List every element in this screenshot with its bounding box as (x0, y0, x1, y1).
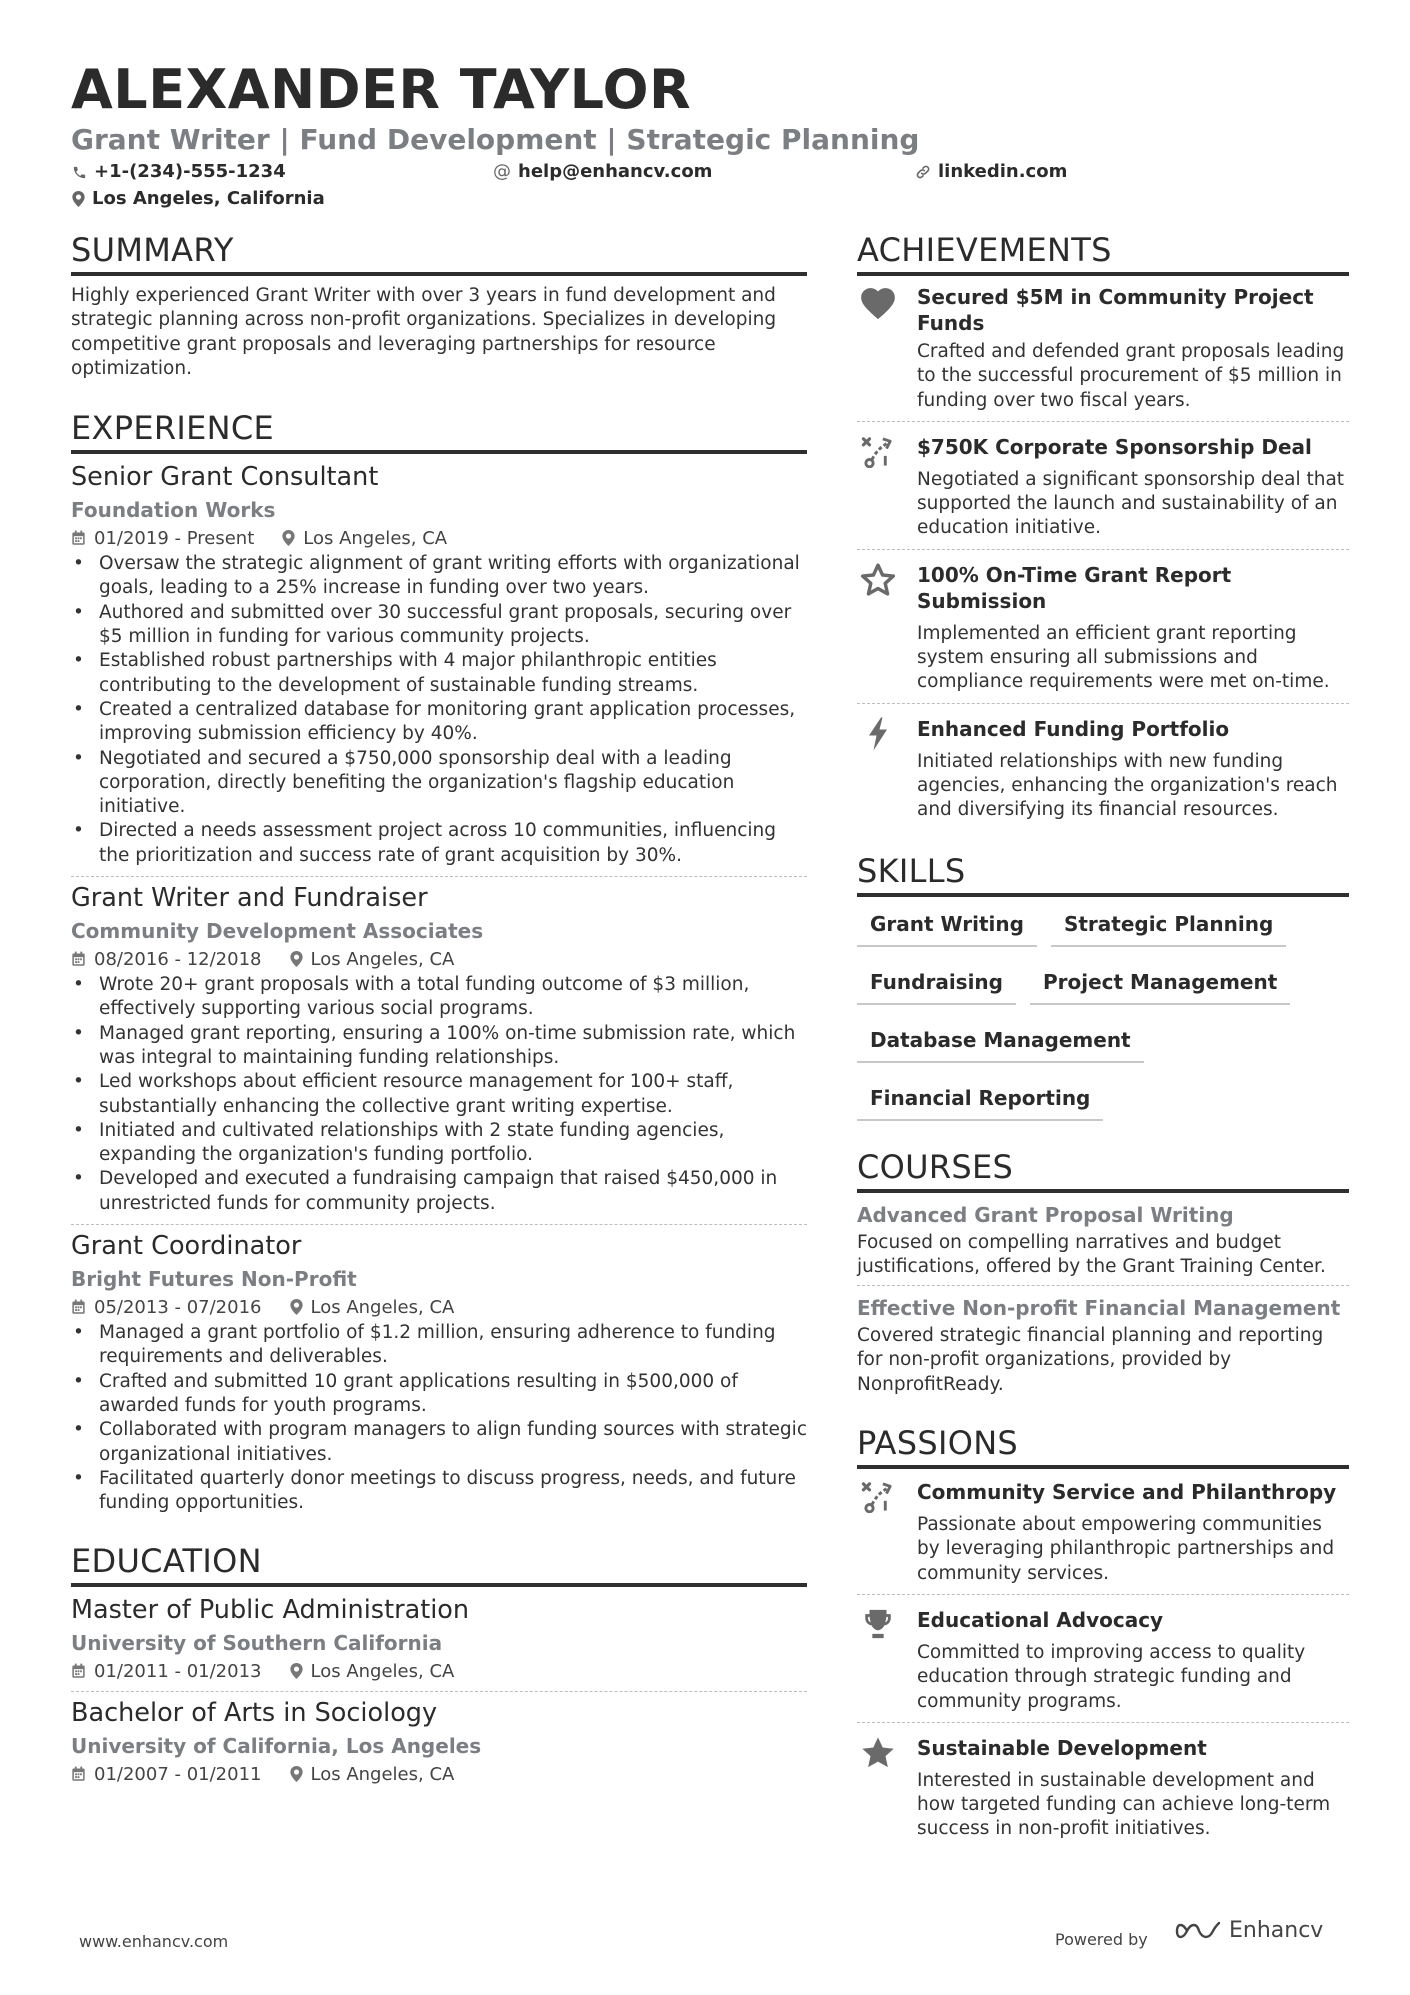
divider (857, 421, 1349, 422)
passions-heading: PASSIONS (857, 1424, 1019, 1463)
education-location: Los Angeles, CA (310, 1763, 455, 1785)
passions-section (857, 1423, 1349, 1842)
job-entry (71, 881, 807, 1216)
achievement-title: $750K Corporate Sponsorship Deal (917, 434, 1312, 459)
divider (857, 1285, 1349, 1286)
education-meta (71, 1760, 807, 1788)
job-dates: 05/2013 - 07/2016 (94, 1296, 262, 1318)
achievement-desc: Crafted and defended grant proposals leading to the successful procurement of $5 million in funding over two fiscal years. (917, 341, 1345, 411)
job-location: Los Angeles, CA (310, 948, 455, 970)
education-entry (71, 1696, 807, 1788)
skills-section (857, 851, 1349, 1121)
calendar-icon (71, 951, 86, 967)
job-company: Community Development Associates (71, 919, 484, 944)
job-meta (71, 1293, 807, 1321)
skill-tag: Grant Writing (857, 907, 1037, 947)
star-outline-icon (857, 562, 899, 602)
location-pin-icon (72, 191, 85, 207)
passion-item (857, 1607, 1349, 1714)
skill-tag: Project Management (1030, 965, 1290, 1005)
right-column (857, 230, 1349, 1842)
job-dates: 08/2016 - 12/2018 (94, 948, 262, 970)
education-dates: 01/2011 - 01/2013 (94, 1660, 262, 1682)
link-icon (915, 164, 931, 180)
job-bullet: • Crafted and submitted 10 grant applications resulting in $500,000 of awarded funds for youth programs. (71, 1370, 807, 1419)
divider (857, 549, 1349, 550)
education-heading: EDUCATION (71, 1542, 262, 1581)
achievements-section (857, 230, 1349, 823)
trophy-icon (857, 1607, 899, 1647)
candidate-name: ALEXANDER TAYLOR (71, 58, 692, 121)
achievement-item (857, 562, 1349, 695)
courses-heading: COURSES (857, 1147, 1014, 1186)
strategy-icon (857, 1479, 899, 1519)
education-section (71, 1541, 807, 1788)
job-bullet: • Authored and submitted over 30 successful grant proposals, securing over $5 million in funding for various community projects. (71, 601, 807, 650)
education-school: University of Southern California (71, 1631, 443, 1656)
passion-desc: Committed to improving access to quality education through strategic funding and community programs. (917, 1641, 1306, 1712)
bolt-icon (857, 716, 899, 756)
divider (71, 1691, 807, 1692)
job-company: Foundation Works (71, 498, 276, 523)
summary-section (71, 230, 807, 381)
experience-section (71, 408, 807, 1515)
job-title: Senior Grant Consultant (71, 462, 379, 493)
contact-phone[interactable] (72, 160, 286, 184)
footer-brand-name: Enhancv (1229, 1918, 1324, 1943)
job-bullet: • Facilitated quarterly donor meetings to discuss progress, needs, and future funding opportunities. (71, 1467, 807, 1516)
location-text: Los Angeles, California (92, 188, 325, 209)
achievement-desc: Initiated relationships with new funding agencies, enhancing the organization's reach and diversifying its financial resources. (917, 750, 1338, 821)
contact-email[interactable] (493, 160, 712, 184)
contact-location (72, 187, 325, 211)
education-entry (71, 1593, 807, 1685)
achievement-title: Secured $5M in Community Project Funds (917, 285, 1314, 335)
job-bullet: • Wrote 20+ grant proposals with a total funding outcome of $3 million, effectively supporting various social programs. (71, 973, 807, 1022)
calendar-icon (71, 1299, 86, 1315)
courses-rule (857, 1189, 1349, 1193)
course-desc: Covered strategic financial planning and reporting for non-profit organizations, provided by NonprofitReady. (857, 1325, 1324, 1395)
education-school: University of California, Los Angeles (71, 1734, 482, 1759)
left-column (71, 230, 807, 1788)
job-location: Los Angeles, CA (303, 527, 448, 549)
passions-rule (857, 1465, 1349, 1469)
job-entry (71, 460, 807, 868)
enhancv-logo-icon (1175, 1919, 1221, 1943)
job-title: Grant Writer and Fundraiser (71, 883, 428, 914)
education-location: Los Angeles, CA (310, 1660, 455, 1682)
divider (71, 876, 807, 877)
job-location: Los Angeles, CA (310, 1296, 455, 1318)
job-bullets (71, 552, 807, 868)
skill-tag: Strategic Planning (1051, 907, 1286, 947)
job-bullet: • Managed a grant portfolio of $1.2 million, ensuring adherence to funding requirements and deliverables. (71, 1321, 807, 1370)
job-company: Bright Futures Non-Profit (71, 1267, 357, 1292)
passion-desc: Passionate about empowering communities by leveraging philanthropic partnerships and community services. (917, 1514, 1335, 1584)
location-pin-icon (290, 1766, 303, 1782)
skill-tag: Database Management (857, 1023, 1144, 1063)
linkedin-text: linkedin.com (938, 161, 1068, 182)
education-location-group (290, 1661, 455, 1682)
course-desc: Focused on compelling narratives and budget justifications, offered by the Grant Training Center. (857, 1231, 1326, 1277)
strategy-icon (857, 434, 899, 474)
education-dates: 01/2007 - 01/2011 (94, 1763, 262, 1785)
passion-title: Sustainable Development (917, 1735, 1207, 1760)
achievement-item (857, 716, 1349, 823)
star-icon (857, 1735, 899, 1775)
passion-desc: Interested in sustainable development and how targeted funding can achieve long-term success in non-profit initiatives. (917, 1769, 1331, 1840)
skill-tag: Fundraising (857, 965, 1016, 1005)
phone-icon (72, 165, 87, 180)
location-pin-icon (290, 1299, 303, 1315)
job-bullet: • Led workshops about efficient resource management for 100+ staff, substantially enhancing the collective grant writing expertise. (71, 1070, 807, 1119)
course-item (857, 1294, 1349, 1397)
education-location-group (290, 1764, 455, 1785)
summary-rule (71, 272, 807, 276)
contact-linkedin[interactable] (915, 160, 1067, 184)
job-bullet: • Negotiated and secured a $750,000 sponsorship deal with a leading corporation, directly benefiting the organization's flagship education initiative. (71, 747, 807, 820)
achievement-desc: Negotiated a significant sponsorship deal that supported the launch and sustainability of an education initiative. (917, 468, 1345, 539)
footer-url[interactable]: www.enhancv.com (79, 1932, 229, 1951)
achievement-item (857, 284, 1349, 413)
footer-brand[interactable] (1175, 1918, 1323, 1943)
passion-item (857, 1735, 1349, 1842)
divider (71, 1224, 807, 1225)
education-meta (71, 1657, 807, 1685)
at-icon: @ (493, 161, 511, 182)
calendar-icon (71, 1663, 86, 1679)
job-meta (71, 945, 807, 973)
job-location-group (290, 1297, 455, 1318)
heart-icon (857, 284, 899, 324)
divider (857, 1722, 1349, 1723)
education-degree: Master of Public Administration (71, 1595, 470, 1626)
location-pin-icon (290, 951, 303, 967)
passion-item (857, 1479, 1349, 1586)
achievement-desc: Implemented an efficient grant reporting system ensuring all submissions and compliance requirements were met on-time. (917, 622, 1330, 693)
job-dates: 01/2019 - Present (94, 527, 255, 549)
divider (857, 703, 1349, 704)
email-text: help@enhancv.com (518, 161, 713, 182)
achievement-title: Enhanced Funding Portfolio (917, 716, 1230, 741)
passion-title: Educational Advocacy (917, 1607, 1164, 1632)
course-title: Effective Non-profit Financial Management (857, 1296, 1341, 1321)
courses-section (857, 1147, 1349, 1397)
skills-list (857, 907, 1349, 1121)
job-meta (71, 524, 807, 552)
education-degree: Bachelor of Arts in Sociology (71, 1698, 438, 1729)
passion-title: Community Service and Philanthropy (917, 1480, 1337, 1505)
job-bullet: • Initiated and cultivated relationships with 2 state funding agencies, expanding the organization's funding portfolio. (71, 1119, 807, 1168)
summary-heading: SUMMARY (71, 231, 234, 269)
job-bullet: • Established robust partnerships with 4 major philanthropic entities contributing to the development of sustainable funding streams. (71, 649, 807, 698)
candidate-tagline: Grant Writer | Fund Development | Strategic Planning (71, 123, 920, 156)
location-pin-icon (282, 530, 295, 546)
job-bullet: • Oversaw the strategic alignment of grant writing efforts with organizational goals, leading to a 25% increase in funding over two years. (71, 552, 807, 601)
achievement-title: 100% On-Time Grant Report Submission (917, 562, 1232, 613)
job-bullets (71, 1321, 807, 1515)
footer-powered-by: Powered by (1055, 1930, 1148, 1949)
calendar-icon (71, 1766, 86, 1782)
skills-rule (857, 893, 1349, 897)
achievements-heading: ACHIEVEMENTS (857, 231, 1112, 269)
skill-tag: Financial Reporting (857, 1081, 1103, 1121)
course-item (857, 1201, 1349, 1280)
job-bullet: • Created a centralized database for monitoring grant application processes, improving submission efficiency by 40%. (71, 698, 807, 747)
phone-text: +1-(234)-555-1234 (94, 161, 286, 182)
job-bullet: • Collaborated with program managers to align funding sources with strategic organizational initiatives. (71, 1418, 807, 1467)
calendar-icon (71, 530, 86, 546)
job-entry (71, 1229, 807, 1515)
job-title: Grant Coordinator (71, 1231, 302, 1262)
job-bullet: • Managed grant reporting, ensuring a 100% on-time submission rate, which was integral to maintaining funding relationships. (71, 1022, 807, 1071)
divider (857, 1594, 1349, 1595)
experience-heading: EXPERIENCE (71, 409, 275, 448)
location-pin-icon (290, 1663, 303, 1679)
job-location-group (282, 528, 447, 549)
job-location-group (290, 949, 455, 970)
skills-heading: SKILLS (857, 851, 966, 890)
achievements-rule (857, 272, 1349, 276)
experience-rule (71, 450, 807, 454)
education-rule (71, 1583, 807, 1587)
job-bullets (71, 973, 807, 1216)
achievement-item (857, 434, 1349, 541)
job-bullet: • Developed and executed a fundraising campaign that raised $450,000 in unrestricted funds for community projects. (71, 1167, 807, 1216)
summary-text: Highly experienced Grant Writer with over 3 years in fund development and strategic planning across non-profit organizations. Specializes in developing competitive grant proposals and leveraging partnerships for resource optimization. (71, 285, 777, 379)
job-bullet: • Directed a needs assessment project across 10 communities, influencing the prioritization and success rate of grant acquisition by 30%. (71, 819, 807, 868)
course-title: Advanced Grant Proposal Writing (857, 1202, 1234, 1227)
